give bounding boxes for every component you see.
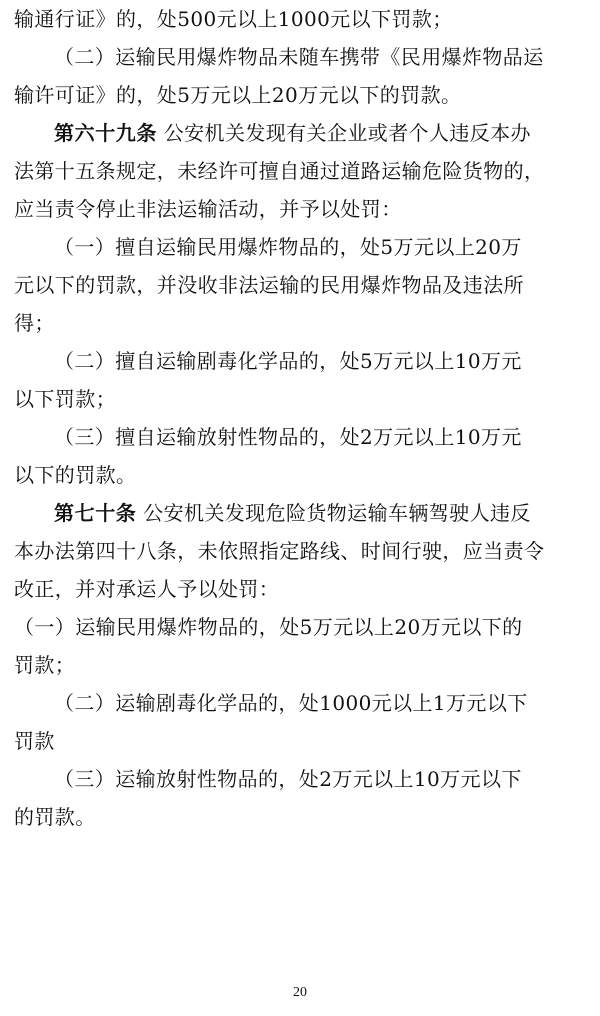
article-69-item-1-c: 得； (14, 311, 55, 335)
article-70-item-1-b: 罚款； (14, 653, 76, 677)
article-70-item-2-a: （二）运输剧毒化学品的，处1000元以上1万元以下 (54, 691, 528, 715)
article-69-line-3: 应当责令停止非法运输活动，并予以处罚： (14, 197, 402, 221)
article-69-item-1-a: （一）擅自运输民用爆炸物品的，处5万元以上20万 (54, 235, 522, 259)
article-69-line-2: 法第十五条规定，未经许可擅自通过道路运输危险货物的， (14, 159, 545, 183)
text-line-continuation-1: 输通行证》的，处500元以上1000元以下罚款； (14, 7, 453, 31)
article-70-item-2-b: 罚款 (14, 729, 55, 753)
article-69-intro: 公安机关发现有关企业或者个人违反本办 (157, 121, 531, 145)
article-70-item-3-a: （三）运输放射性物品的，处2万元以上10万元以下 (54, 767, 522, 791)
text-line-item-2-a: （二）运输民用爆炸物品未随车携带《民用爆炸物品运 (54, 45, 544, 69)
article-69-item-3-b: 以下的罚款。 (14, 463, 137, 487)
article-69-title: 第六十九条 (54, 121, 157, 145)
article-70-line-3: 改正，并对承运人予以处罚： (14, 577, 280, 601)
article-70-line-2: 本办法第四十八条，未依照指定路线、时间行驶，应当责令 (14, 539, 545, 563)
article-70-intro: 公安机关发现危险货物运输车辆驾驶人违反 (136, 501, 531, 525)
article-70-item-1-a: （一）运输民用爆炸物品的，处5万元以上20万元以下的 (14, 615, 523, 639)
article-69-item-2-a: （二）擅自运输剧毒化学品的，处5万元以上10万元 (54, 349, 522, 373)
article-69-item-2-b: 以下罚款； (14, 387, 116, 411)
article-69-heading-line (14, 114, 586, 152)
text-line-item-2-b: 输许可证》的，处5万元以上20万元以下的罚款。 (14, 83, 462, 107)
article-70-title: 第七十条 (54, 501, 137, 525)
document-body (14, 0, 586, 836)
article-69-item-3-a: （三）擅自运输放射性物品的，处2万元以上10万元 (54, 425, 522, 449)
page-number: 20 (293, 985, 307, 1000)
article-70-heading-line (14, 494, 586, 532)
article-69-item-1-b: 元以下的罚款，并没收非法运输的民用爆炸物品及违法所 (14, 273, 524, 297)
article-70-item-3-b: 的罚款。 (14, 805, 96, 829)
